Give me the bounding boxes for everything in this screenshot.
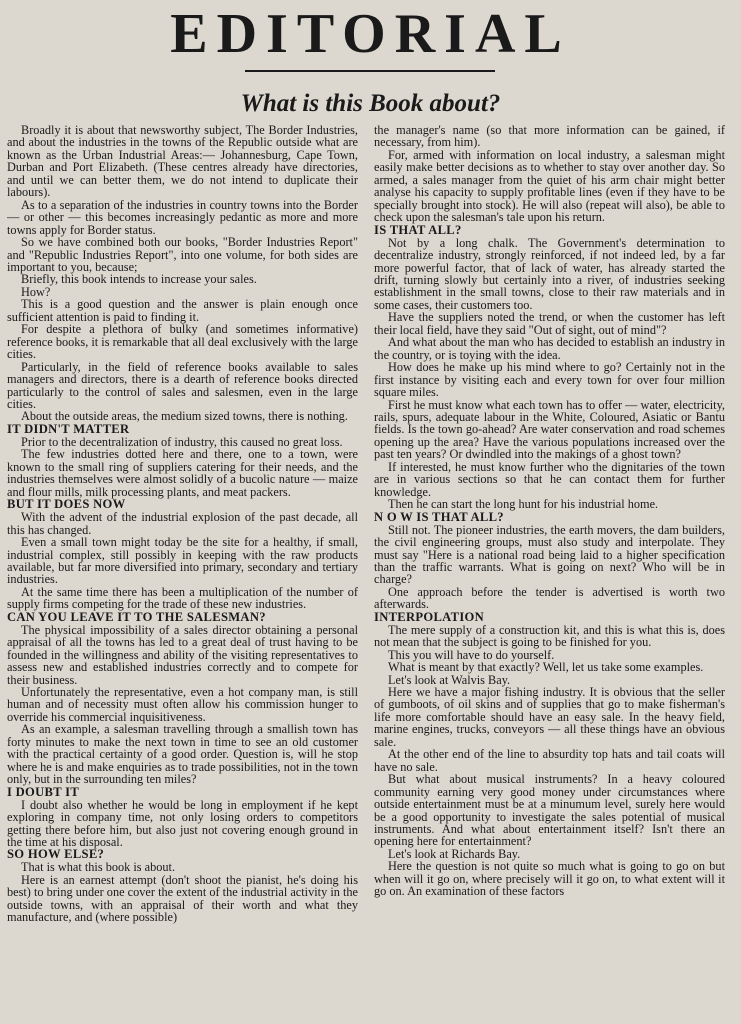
paragraph: How does he make up his mind where to go? Certainly not in the first instance by visiting each and every town for over four million square miles. (374, 360, 725, 400)
paragraph: Have the suppliers noted the trend, or when the customer has left their local field, have they said "Out of sight, out of mind"? (374, 310, 725, 337)
section-heading: SO HOW ELSE? (7, 847, 105, 862)
paragraph: One approach before the tender is advertised is worth two afterwards. (374, 584, 725, 612)
paragraph: Particularly, in the field of reference books available to sales managers and directors, there is a dearth of reference books directed particularly to the control of sales and salesmen, even in the large cities. (7, 359, 358, 411)
paragraph: First he must know what each town has to offer — water, electricity, rails, spurs, adequate labour in the White, Coloured, Asiatic or Bantu fields. Is the town go-ahead? Are water conservation and road schemes opening up the area? Have the various populations increased over the past ten years? Or dwindled into the makings of a ghost town? (374, 397, 725, 462)
paragraph: Prior to the decentralization of industry, this caused no great loss. (21, 434, 343, 449)
section-heading: BUT IT DOES NOW (7, 497, 126, 512)
paragraph: What is meant by that exactly? Well, let us take some examples. (388, 660, 704, 675)
paragraph: If interested, he must know further who the dignitaries of the town are in various sections so that he can contact them for further knowledge. (374, 459, 725, 499)
paragraph: Unfortunately the representative, even a hot company man, is still human and of necessity must often allow his commission hunger to override his commercial inquisitiveness. (7, 685, 358, 724)
paragraph: But what about musical instruments? In a heavy coloured community earning very good money under circumstances where outside entertainment must be at a minumum level, surely here would be a good opportunity to investigate the sales potential of musical instruments. And what about entertainment itself? Isn't there an opening here for entertainment? (374, 772, 725, 849)
paragraph: The mere supply of a construction kit, and this is what this is, does not mean that the subject is going to be finished for you. (374, 622, 725, 650)
paragraph: Here is an earnest attempt (don't shoot the pianist, he's doing his best) to bring under one cover the extent of the industrial activity in the outside towns, with an appraisal of their worth and what they manufacture, and (where possible) (7, 872, 358, 925)
paragraph: That is what this book is about. (21, 860, 176, 875)
paragraph: The physical impossibility of a sales director obtaining a personal appraisal of all the towns has led to a great deal of trust having to be founded in the willingness and ability of the visiting representatives to assess new and established industries correctly and to compete for their business. (7, 622, 358, 687)
section-heading: INTERPOLATION (374, 609, 485, 624)
paragraph: the manager's name (so that more information can be gained, if necessary, from him). (374, 124, 725, 150)
section-heading: IT DIDN'T MATTER (7, 421, 130, 436)
paragraph: Let's look at Walvis Bay. (388, 672, 511, 687)
section-heading: CAN YOU LEAVE IT TO THE SALESMAN? (7, 609, 266, 624)
section-heading: N O W IS THAT ALL? (374, 509, 504, 524)
masthead-title: EDITORIAL (170, 3, 571, 65)
paragraph: Here we have a major fishing industry. It is obvious that the seller of gumboots, of oil skins and of supplies that go to make fisherman's life more comfortable should have an easy sale. In the heavy field, marine engines, trucks, conveyors — all these things have an obvious sale. (374, 685, 725, 749)
paragraph: Even a small town might today be the site for a healthy, if small, industrial complex, still possibly in keeping with the raw products available, but far more diversified into primary, secondary and tertiary industries. (7, 535, 358, 587)
paragraph: At the same time there has been a multiplication of the number of supply firms competing for the trade of these new industries. (7, 584, 358, 612)
paragraph: Then he can start the long hunt for his industrial home. (388, 497, 659, 512)
paragraph: How? (21, 284, 51, 299)
section-heading: IS THAT ALL? (374, 222, 462, 237)
section-heading: I DOUBT IT (7, 784, 80, 799)
paragraph: I doubt also whether he would be long in employment if he kept exploring in company time, not only losing orders to competitors getting there before him, but also just not covering enough ground in the time at his disposal. (7, 797, 358, 850)
right-column (374, 124, 725, 1024)
paragraph: Briefly, this book intends to increase your sales. (21, 272, 257, 287)
paragraph: This you will have to do yourself. (388, 647, 555, 662)
paragraph: Still not. The pioneer industries, the earth movers, the dam builders, the civil engineering groups, must also study and interpolate. They must say "Here is a national road being laid to a higher specification than the traffic warrants. What is going on next? Who will be in charge? (374, 522, 725, 587)
paragraph: About the outside areas, the medium sized towns, there is nothing. (21, 409, 348, 424)
paragraph: So we have combined both our books, "Border Industries Report" and "Republic Industries Report", into one volume, for both sides are important to you, because; (7, 235, 358, 274)
paragraph: At the other end of the line to absurdity top hats and tail coats will have no sale. (374, 747, 725, 774)
paragraph: Let's look at Richards Bay. (388, 846, 521, 861)
paragraph: As to a separation of the industries in country towns into the Border — or other — this becomes increasingly pedantic as more and more towns apply for Border status. (7, 197, 358, 237)
paragraph: With the advent of the industrial explosion of the past decade, all this has changed. (7, 510, 358, 537)
left-column (7, 124, 358, 1024)
paragraph: The few industries dotted here and there, one to a town, were known to the small ring of suppliers catering for their needs, and the industries themselves were almost solidly of a bucolic nature — maize and flour mills, milk processing plants, and meat packers. (7, 447, 358, 499)
article-subtitle: What is this Book about? (240, 90, 501, 117)
paragraph: Here the question is not quite so much what is going to go on but when will it go on, where precisely will it go on, to what extent will it go on. An examination of these factors (374, 859, 725, 899)
paragraph: As an example, a salesman travelling through a smallish town has forty minutes to make the next town in time to see an old customer with the practical certainty of a good order. Question is, will he stop where he is and make enquiries as to trade possibilities, not in the town only, but in the surrounding ten miles? (7, 722, 358, 787)
paragraph: And what about the man who has decided to establish an industry in the country, or is toying with the idea. (374, 335, 725, 362)
paragraph: Broadly it is about that newsworthy subject, The Border Industries, and about the industries in the towns of the Republic outside what are known as the Urban Industrial Areas:— Johannesburg, Cape Town, Durban and Port Elizabeth. (These centres already have directories, and until we can better them, we do not intend to duplicate their labours). (7, 124, 358, 200)
paragraph: For, armed with information on local industry, a salesman might easily make better decisions as to whether to stay over another day. So armed, a sales manager from the quiet of his arm chair might better analyse his capacity to supply profitable lines (even if they have to be specially brought into stock). He will also (repeat will also), be able to check upon the salesman's tale upon his return. (374, 147, 725, 225)
paragraph: For despite a plethora of bulky (and sometimes informative) reference books, it is remarkable that all deal exclusively with the large cities. (7, 322, 358, 362)
paragraph: This is a good question and the answer is plain enough once sufficient attention is paid to finding it. (7, 297, 358, 324)
paragraph: Not by a long chalk. The Government's determination to decentralize industry, strongly reinforced, if not indeed led, by a far more powerful factor, that of lack of water, has already started the drift, turning slowly but certainly into a river, of industries seeking establishment in the small towns, close to their raw materials and in some cases, their customers too. (374, 235, 725, 312)
title-divider (245, 70, 495, 72)
